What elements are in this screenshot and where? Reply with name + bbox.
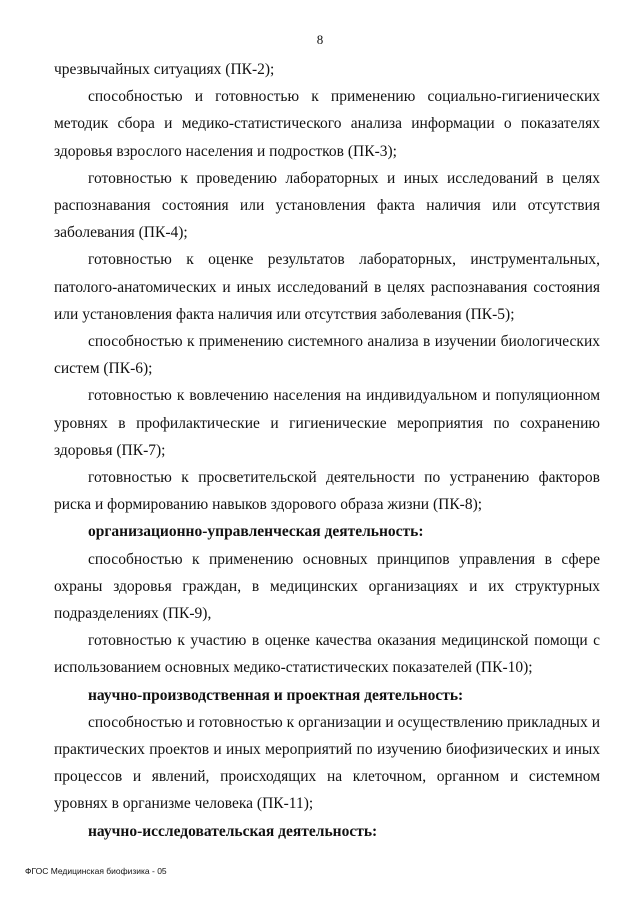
section-heading-production: научно-производственная и проектная деятельность: xyxy=(88,686,464,704)
paragraph-pk6: способностью к применению системного анализа в изучении биологических систем (ПК-6); xyxy=(54,333,600,378)
paragraph-pk10: готовностью к участию в оценке качества оказания медицинской помощи с использованием основных медико-статистических показателей (ПК-10); xyxy=(54,632,600,677)
section-heading-organizational: организационно-управленческая деятельность: xyxy=(88,523,424,541)
paragraph-pk4: готовностью к проведению лабораторных и иных исследований в целях распознавания состояния или установления факта наличия или отсутствия заболевания (ПК-4); xyxy=(54,169,600,242)
paragraph-pk3: способностью и готовностью к применению социально-гигиенических методик сбора и медико-статистического анализа информации о показателях здоровья взрослого населения и подростков (ПК-3); xyxy=(54,88,600,160)
section-heading-research: научно-исследовательская деятельность: xyxy=(88,822,378,840)
page-number: 8 xyxy=(316,32,324,47)
paragraph-pk9: способностью к применению основных принципов управления в сфере охраны здоровья граждан, в медицинских организациях и их структурных подразделениях (ПК-9), xyxy=(54,550,600,623)
page-footer: ФГОС Медицинская биофизика - 05 xyxy=(25,866,167,876)
paragraph-pk11: способностью и готовностью к организации и осуществлению прикладных и практических проектов и иных мероприятий по изучению биофизических и иных процессов и явлений, происходящих на клеточном, органном и системном уровнях в организме человека (ПК-11); xyxy=(54,713,600,813)
paragraph-pk7: готовностью к вовлечению населения на индивидуальном и популяционном уровнях в профилактические и гигиенические мероприятия по сохранению здоровья (ПК-7); xyxy=(54,387,600,459)
paragraph-pk8: готовностью к просветительской деятельности по устранению факторов риска и формированию навыков здорового образа жизни (ПК-8); xyxy=(54,469,600,514)
document-body xyxy=(54,56,600,845)
paragraph-pk5: готовностью к оценке результатов лабораторных, инструментальных, патолого-анатомических и иных исследований в целях распознавания состояния или установления факта наличия или отсутствия заболевания (ПК-5); xyxy=(54,251,600,323)
paragraph-pk2-continuation: чрезвычайных ситуациях (ПК-2); xyxy=(54,61,275,78)
